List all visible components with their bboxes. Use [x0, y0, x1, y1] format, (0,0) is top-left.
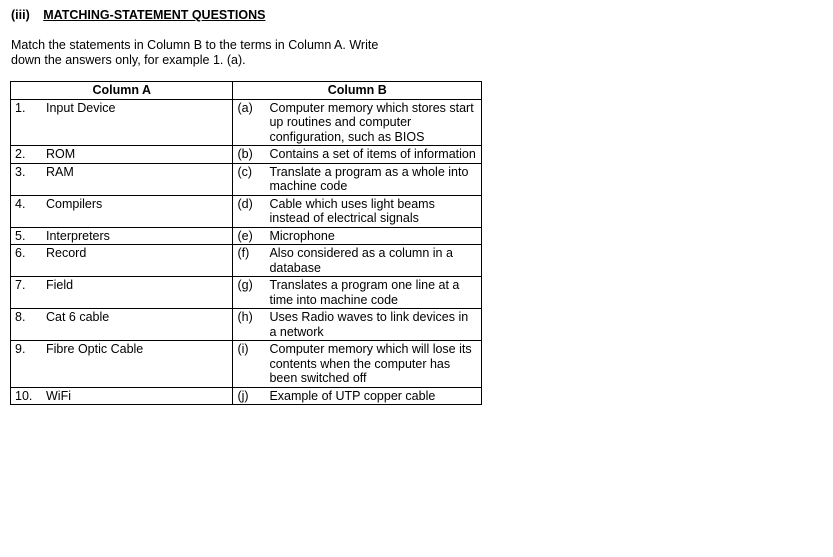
column-b-cell — [233, 163, 482, 195]
statement-text: Translate a program as a whole into machine code — [269, 164, 469, 193]
statement-letter: (b) — [237, 147, 253, 161]
column-a-header: Column A — [11, 82, 233, 100]
table-row — [11, 387, 482, 405]
column-b-cell — [233, 341, 482, 388]
item-number: 7. — [15, 278, 26, 292]
item-term: Record — [46, 246, 87, 260]
table-row — [11, 277, 482, 309]
column-a-cell — [11, 309, 233, 341]
statement-letter: (d) — [237, 196, 253, 211]
column-b-header: Column B — [233, 82, 482, 100]
statement-letter: (f) — [237, 246, 250, 260]
statement-letter: (e) — [237, 228, 253, 243]
table-row — [11, 341, 482, 388]
table-header-row — [11, 82, 482, 100]
statement-text: Translates a program one line at a time into machine code — [269, 278, 460, 307]
statement-text: Microphone — [269, 228, 335, 243]
instructions-text: Match the statements in Column B to the terms in Column A. Write down the answers only, for example 1. (a). — [11, 38, 379, 67]
column-b-cell — [233, 227, 482, 245]
item-number: 8. — [15, 310, 26, 324]
item-number: 10. — [15, 388, 33, 403]
statement-letter: (j) — [237, 388, 249, 403]
statement-letter: (i) — [237, 342, 249, 356]
section-number: (iii) — [11, 8, 30, 22]
table-row — [11, 146, 482, 164]
item-number: 5. — [15, 228, 26, 243]
item-term: Input Device — [46, 100, 116, 115]
item-term: Cat 6 cable — [46, 310, 110, 324]
column-a-cell — [11, 277, 233, 309]
item-term: RAM — [46, 164, 74, 179]
table-row — [11, 227, 482, 245]
column-a-cell — [11, 227, 233, 245]
column-b-cell — [233, 387, 482, 405]
table-row — [11, 309, 482, 341]
column-b-cell — [233, 309, 482, 341]
item-term: Compilers — [46, 196, 103, 211]
column-b-cell — [233, 195, 482, 227]
item-term: WiFi — [46, 388, 71, 403]
table-row — [11, 163, 482, 195]
section-heading — [11, 8, 265, 22]
column-a-cell — [11, 99, 233, 146]
statement-text: Computer memory which will lose its contents when the computer has been switched off — [269, 342, 472, 385]
statement-text: Cable which uses light beams instead of electrical signals — [269, 196, 435, 225]
statement-text: Also considered as a column in a database — [269, 246, 453, 275]
column-b-cell — [233, 99, 482, 146]
item-number: 3. — [15, 164, 26, 179]
item-term: ROM — [46, 147, 76, 161]
column-a-cell — [11, 387, 233, 405]
column-a-cell — [11, 195, 233, 227]
statement-letter: (h) — [237, 310, 253, 324]
item-term: Field — [46, 278, 74, 292]
statement-letter: (c) — [237, 164, 253, 179]
column-b-cell — [233, 277, 482, 309]
item-term: Fibre Optic Cable — [46, 342, 144, 356]
item-number: 1. — [15, 100, 26, 115]
statement-text: Example of UTP copper cable — [269, 388, 436, 403]
item-number: 9. — [15, 342, 26, 356]
section-title: MATCHING-STATEMENT QUESTIONS — [43, 8, 266, 22]
table-row — [11, 99, 482, 146]
column-a-cell — [11, 163, 233, 195]
column-a-cell — [11, 341, 233, 388]
statement-letter: (g) — [237, 278, 253, 292]
statement-letter: (a) — [237, 100, 253, 115]
item-number: 6. — [15, 246, 26, 260]
table-row — [11, 245, 482, 277]
table-row — [11, 195, 482, 227]
column-b-cell — [233, 245, 482, 277]
statement-text: Contains a set of items of information — [269, 147, 476, 161]
matching-table — [10, 81, 482, 405]
column-b-cell — [233, 146, 482, 164]
table-body — [11, 99, 482, 405]
statement-text: Computer memory which stores start up routines and computer configuration, such as BIOS — [269, 100, 474, 144]
item-number: 4. — [15, 196, 26, 211]
statement-text: Uses Radio waves to link devices in a network — [269, 310, 469, 339]
item-number: 2. — [15, 147, 26, 161]
item-term: Interpreters — [46, 228, 110, 243]
column-a-cell — [11, 146, 233, 164]
column-a-cell — [11, 245, 233, 277]
